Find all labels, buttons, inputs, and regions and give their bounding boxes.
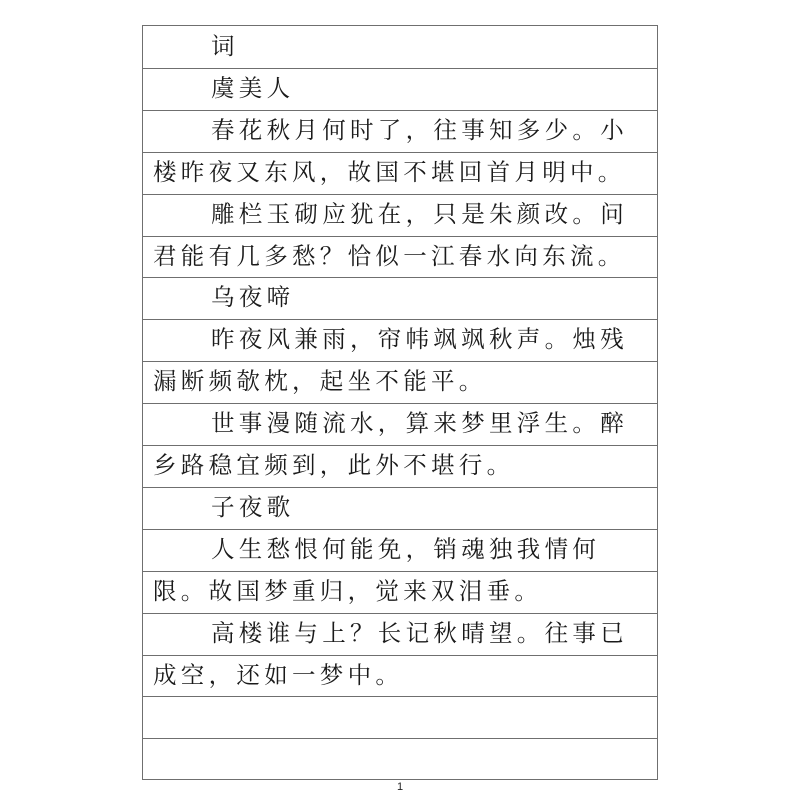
text-line: 漏断频欹枕，起坐不能平。 xyxy=(153,367,487,396)
text-line xyxy=(143,738,657,780)
text-line: 成空，还如一梦中。 xyxy=(153,660,404,689)
text-line: 昨夜风兼雨，帘帏飒飒秋声。烛残 xyxy=(211,325,628,354)
page-number: 1 xyxy=(396,781,404,793)
text-line: 人生愁恨何能免，销魂独我情何 xyxy=(211,534,601,563)
text-line: 虞美人 xyxy=(211,73,295,102)
text-line: 春花秋月何时了，往事知多少。小 xyxy=(211,115,628,144)
text-line: 高楼谁与上？长记秋晴望。往事已 xyxy=(211,618,628,647)
text-line xyxy=(143,696,657,738)
text-line: 词 xyxy=(211,32,239,60)
text-line: 世事漫随流水，算来梦里浮生。醉 xyxy=(211,409,628,438)
text-line: 君能有几多愁？恰似一江春水向东流。 xyxy=(153,241,626,270)
text-line: 乡路稳宜频到，此外不堪行。 xyxy=(153,451,515,479)
ruled-writing-box xyxy=(142,25,658,780)
text-line: 子夜歌 xyxy=(211,492,295,521)
text-line: 限。故国梦重归，觉来双泪垂。 xyxy=(153,576,543,605)
text-line: 雕栏玉砌应犹在，只是朱颜改。问 xyxy=(211,199,628,228)
text-line: 楼昨夜又东风，故国不堪回首月明中。 xyxy=(153,157,626,186)
text-line: 乌夜啼 xyxy=(211,283,295,312)
